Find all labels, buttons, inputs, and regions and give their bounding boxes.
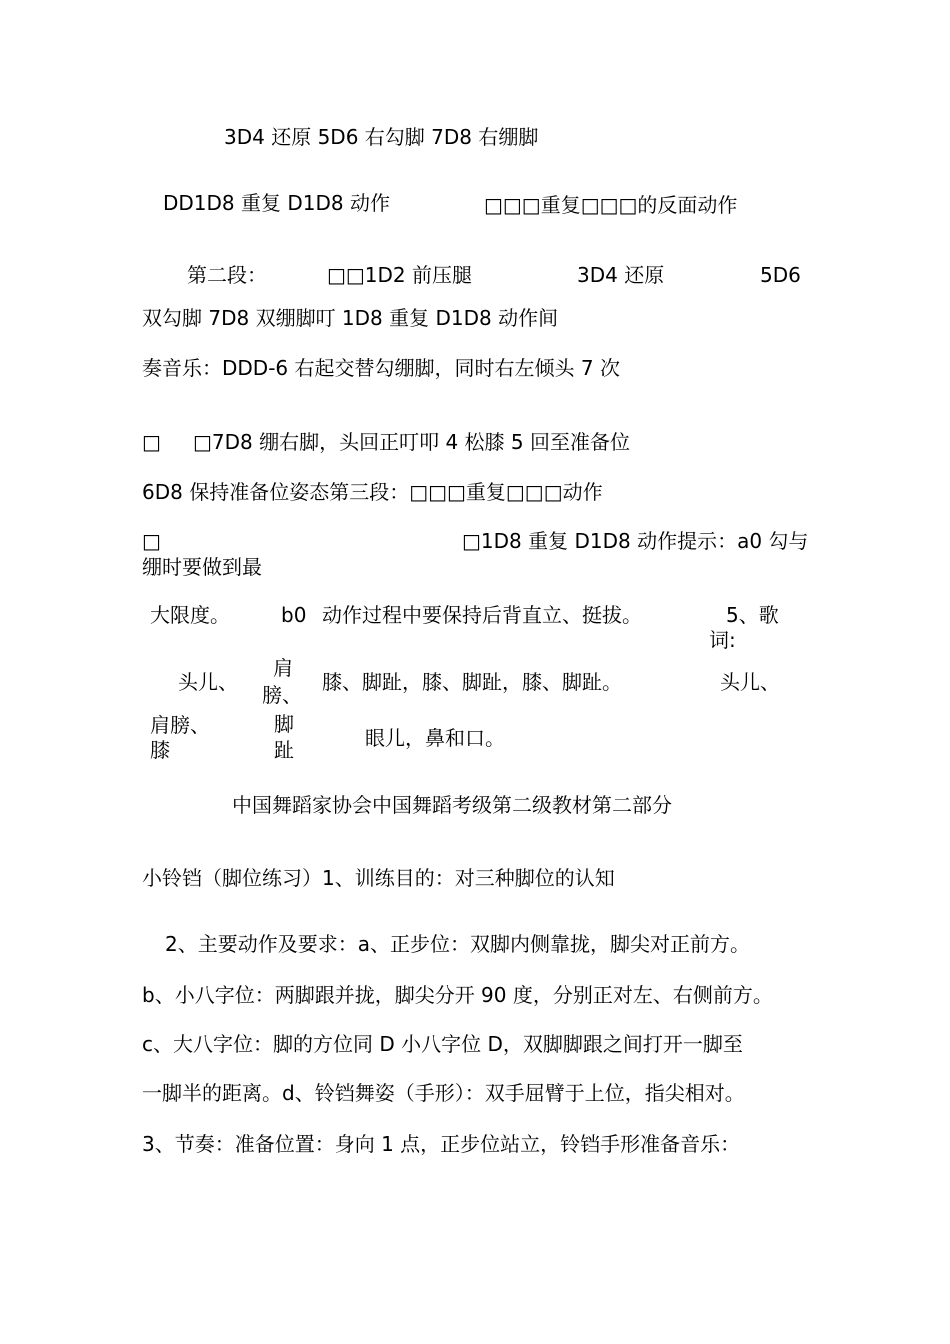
text-line-6-a: □ — [142, 430, 161, 454]
paragraph-line-4: c、大八字位：脚的方位同 D 小八字位 D，双脚脚跟之间打开一脚至 — [142, 1032, 743, 1056]
text-line-10-b: b0 — [281, 603, 307, 627]
paragraph-line-1: 小铃铛（脚位练习）1、训练目的：对三种脚位的认知 — [142, 866, 615, 890]
paragraph-line-2: 2、主要动作及要求：a、正步位：双脚内侧靠拢，脚尖对正前方。 — [165, 932, 750, 956]
lyric-foot: 脚 — [274, 712, 294, 736]
text-line-10-c: 动作过程中要保持后背直立、挺拔。 — [322, 603, 642, 627]
lyrics-label-top: 5、歌 — [726, 603, 779, 627]
section-heading: 中国舞蹈家协会中国舞蹈考级第二级教材第二部分 — [232, 793, 672, 817]
lyric-eyes-nose-mouth: 眼儿，鼻和口。 — [365, 726, 505, 750]
lyric-head-1: 头儿、 — [178, 670, 238, 694]
text-line-3-d: 5D6 — [760, 263, 801, 287]
paragraph-line-3: b、小八字位：两脚跟并拢，脚尖分开 90 度，分别正对左、右侧前方。 — [142, 983, 773, 1007]
lyric-knee-clipped: 膝 — [150, 738, 170, 762]
text-line-8-a: □ — [142, 529, 161, 553]
lyric-head-2: 头儿、 — [720, 670, 780, 694]
text-line-7: 6D8 保持准备位姿态第三段：□□□重复□□□动作 — [142, 480, 603, 504]
text-line-6-b: □7D8 绷右脚，头回正叮叩 4 松膝 5 回至准备位 — [193, 430, 630, 454]
lyrics-label-bottom: 词: — [709, 628, 736, 652]
text-line-2-right: □□□重复□□□的反面动作 — [484, 193, 738, 217]
text-line-1: 3D4 还原 5D6 右勾脚 7D8 右绷脚 — [224, 125, 539, 149]
text-line-9: 绷时要做到最 — [142, 555, 262, 579]
text-line-5: 奏音乐：DDD-6 右起交替勾绷脚，同时右左倾头 7 次 — [142, 356, 620, 380]
lyric-shoulder-bottom: 膀、 — [262, 683, 302, 707]
text-line-4: 双勾脚 7D8 双绷脚叮 1D8 重复 D1D8 动作间 — [142, 306, 559, 330]
text-line-3-c: 3D4 还原 — [577, 263, 665, 287]
paragraph-line-6: 3、节奏：准备位置：身向 1 点，正步位站立，铃铛手形准备音乐： — [142, 1132, 741, 1156]
lyric-shoulder-top: 肩 — [273, 656, 293, 680]
text-line-10-a: 大限度。 — [150, 603, 230, 627]
lyric-toe-clipped: 趾 — [274, 738, 294, 762]
text-line-8-b: □1D8 重复 D1D8 动作提示：a0 勾与 — [462, 529, 809, 553]
text-line-3-b: □□1D2 前压腿 — [327, 263, 472, 287]
section-two-label: 第二段： — [187, 263, 267, 287]
lyric-line-knees-toes: 膝、脚趾，膝、脚趾，膝、脚趾。 — [322, 670, 622, 694]
text-line-2-left: DD1D8 重复 D1D8 动作 — [163, 191, 390, 215]
lyric-shoulders: 肩膀、 — [150, 713, 210, 737]
paragraph-line-5: 一脚半的距离。d、铃铛舞姿（手形）：双手屈臂于上位，指尖相对。 — [142, 1081, 745, 1105]
